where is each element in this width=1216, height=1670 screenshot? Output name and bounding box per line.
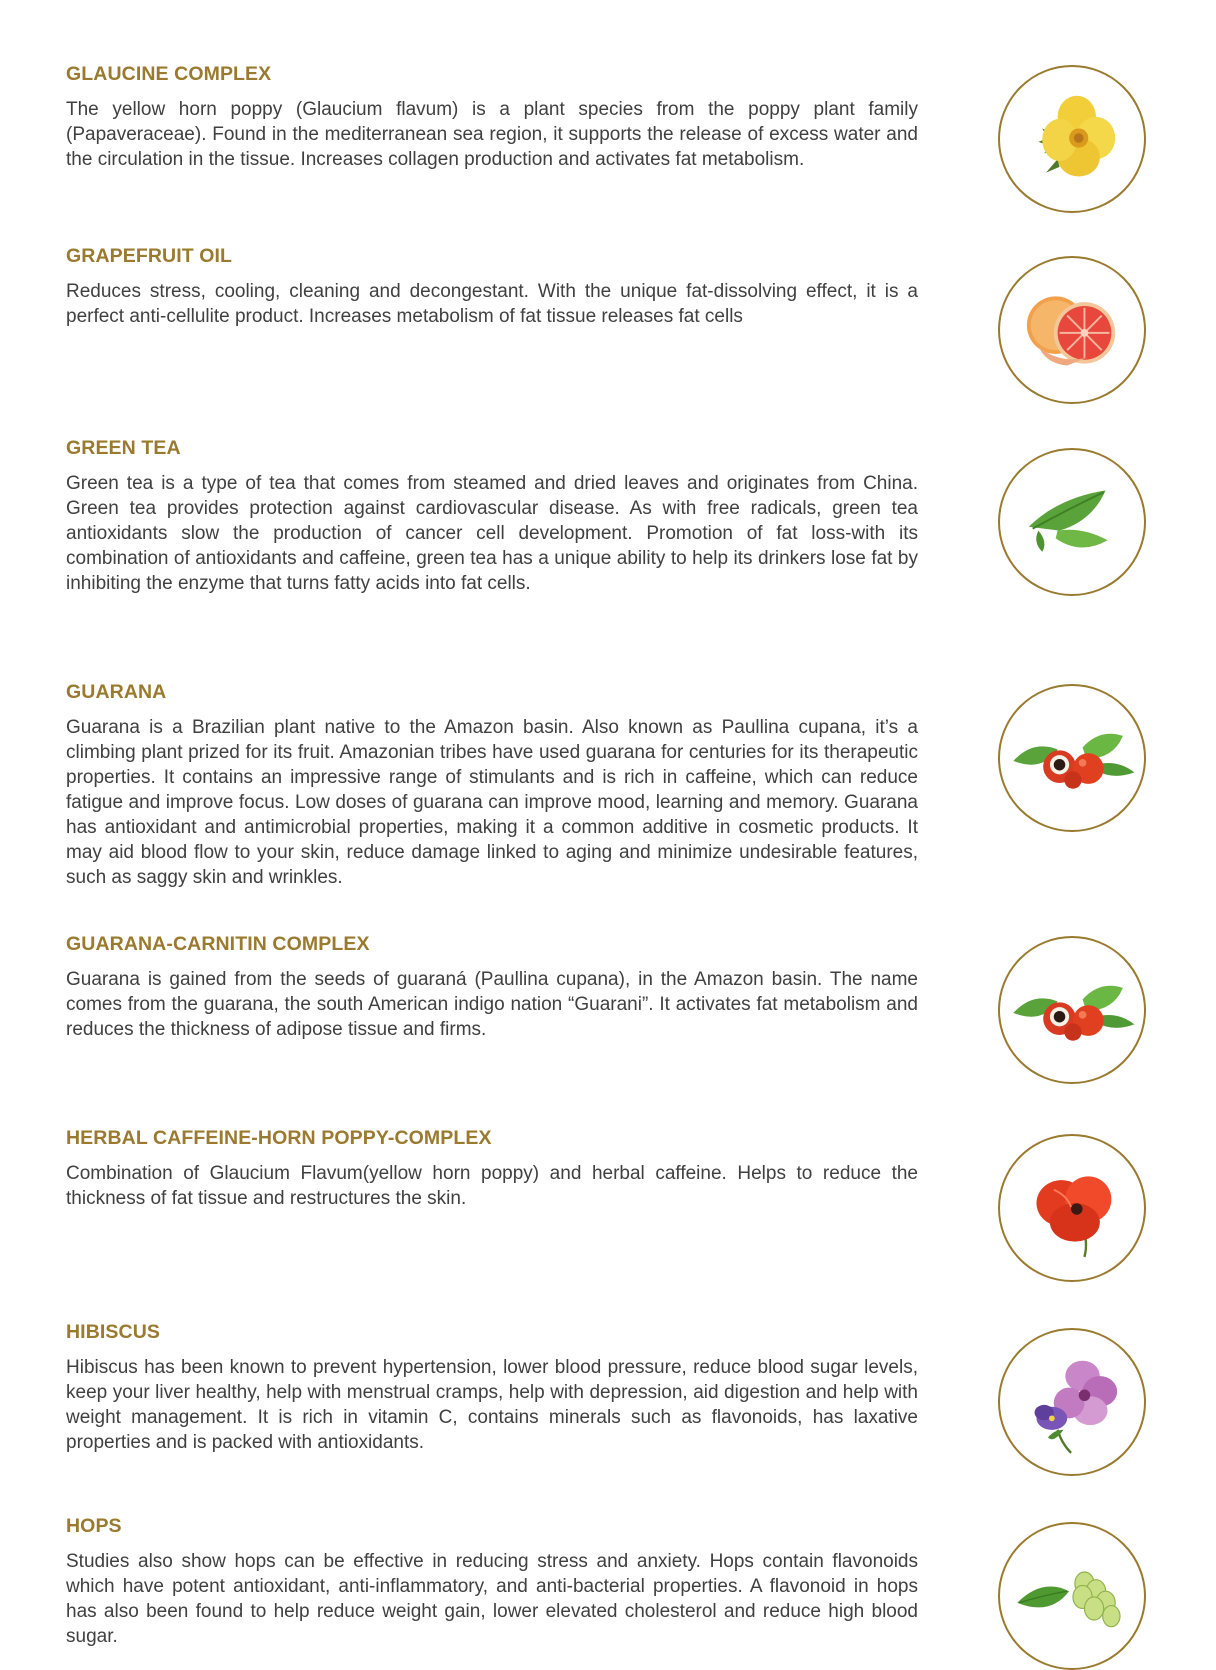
- ingredient-entry: [66, 932, 918, 1042]
- ingredient-entry: [66, 62, 918, 172]
- ingredient-title: HIBISCUS: [66, 1321, 160, 1343]
- ingredient-entry: [66, 244, 918, 329]
- yellow-horn-poppy-icon: [998, 65, 1146, 213]
- ingredient-description: Combination of Glaucium Flavum(yellow horn poppy) and herbal caffeine. Helps to reduce the thickness of fat tissue and restructures the skin.: [66, 1163, 918, 1209]
- ingredient-title: HOPS: [66, 1515, 122, 1537]
- ingredient-entry: [66, 1126, 918, 1211]
- ingredient-description: Hibiscus has been known to prevent hypertension, lower blood pressure, reduce blood sugar levels, keep your liver healthy, help with menstrual cramps, help with depression, aid digestion and help with weight management. It is rich in vitamin C, contains minerals such as flavonoids, has laxative properties and is packed with antioxidants.: [66, 1357, 918, 1453]
- ingredient-title: GUARANA: [66, 681, 167, 703]
- ingredient-entry: [66, 1320, 918, 1455]
- ingredient-description: Studies also show hops can be effective in reducing stress and anxiety. Hops contain flavonoids which have potent antioxidant, anti-inflammatory, and anti-bacterial properties. A flavonoid in hops has also been found to help reduce weight gain, lower elevated cholesterol and reduce high blood sugar.: [66, 1551, 918, 1647]
- ingredient-description: Green tea is a type of tea that comes from steamed and dried leaves and originates from China. Green tea provides protection against cardiovascular disease. As with free radicals, green tea antioxidants slow the production of cancer cell development. Promotion of fat loss-with its combination of antioxidants and caffeine, green tea has a unique ability to help its drinkers lose fat by inhibiting the enzyme that turns fatty acids into fat cells.: [66, 473, 918, 594]
- green-tea-leaf-icon: [998, 448, 1146, 596]
- hibiscus-flower-icon: [998, 1328, 1146, 1476]
- ingredient-title: GUARANA-CARNITIN COMPLEX: [66, 933, 370, 955]
- ingredient-entry: [66, 436, 918, 596]
- ingredient-description: Guarana is a Brazilian plant native to the Amazon basin. Also known as Paullina cupana, it’s a climbing plant prized for its fruit. Amazonian tribes have used guarana for centuries for its therapeutic properties. It contains an impressive range of stimulants and is rich in caffeine, which can reduce fatigue and improve focus. Low doses of guarana can improve mood, learning and memory. Guarana has antioxidant and antimicrobial properties, making it a common additive in cosmetic products. It may aid blood flow to your skin, reduce damage linked to aging and minimize undesirable features, such as saggy skin and wrinkles.: [66, 717, 918, 888]
- guarana-fruit-icon: [998, 684, 1146, 832]
- hops-cone-icon: [998, 1522, 1146, 1670]
- ingredient-title: GRAPEFRUIT OIL: [66, 245, 233, 267]
- ingredient-title: HERBAL CAFFEINE-HORN POPPY-COMPLEX: [66, 1127, 492, 1149]
- ingredient-title: GLAUCINE COMPLEX: [66, 63, 272, 85]
- ingredient-description: Reduces stress, cooling, cleaning and decongestant. With the unique fat-dissolving effect, it is a perfect anti-cellulite product. Increases metabolism of fat tissue releases fat cells: [66, 281, 918, 327]
- ingredient-entry: [66, 1514, 918, 1649]
- grapefruit-icon: [998, 256, 1146, 404]
- red-poppy-icon: [998, 1134, 1146, 1282]
- ingredient-entry: [66, 680, 918, 890]
- guarana-fruit-icon: [998, 936, 1146, 1084]
- ingredient-description: Guarana is gained from the seeds of guaraná (Paullina cupana), in the Amazon basin. The name comes from the guarana, the south American indigo nation “Guarani”. It activates fat metabolism and reduces the thickness of adipose tissue and firms.: [66, 969, 918, 1040]
- ingredient-title: GREEN TEA: [66, 437, 181, 459]
- ingredient-description: The yellow horn poppy (Glaucium flavum) is a plant species from the poppy plant family (Papaveraceae). Found in the mediterranean sea region, it supports the release of excess water and the circulation in the tissue. Increases collagen production and activates fat metabolism.: [66, 99, 918, 170]
